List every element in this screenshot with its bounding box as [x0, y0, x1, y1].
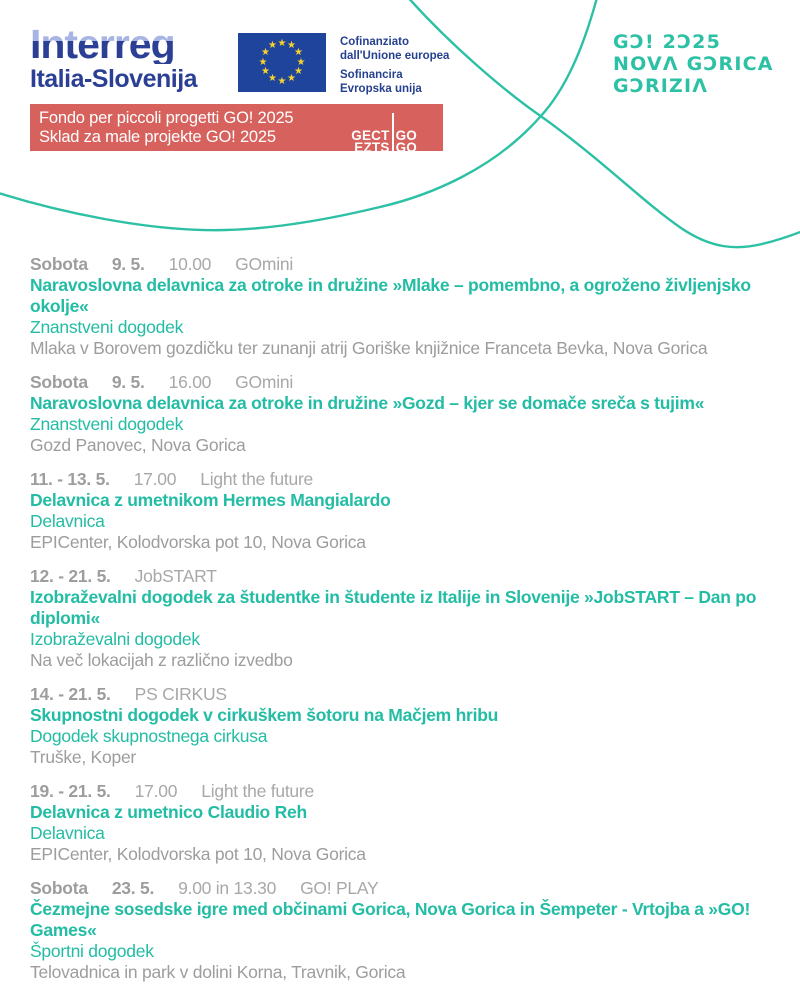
event-item [30, 469, 778, 553]
go2025-logo [613, 31, 774, 97]
event-meta-item: GOmini [235, 254, 293, 274]
event-location: EPICenter, Kolodvorska pot 10, Nova Gorica [30, 532, 366, 552]
go2025-line3: GƆRIZIɅ [613, 75, 709, 97]
event-meta-item: 9.00 in 13.30 [178, 878, 277, 898]
event-meta-item: 10.00 [168, 254, 212, 274]
event-item [30, 878, 778, 983]
events-list [30, 254, 778, 996]
eu-star-icon: ★ [268, 40, 277, 52]
event-date: 9. 5. [111, 254, 145, 274]
eu-star-icon: ★ [261, 66, 271, 77]
event-item [30, 254, 778, 359]
event-meta-item: 16.00 [168, 372, 212, 392]
event-date: 23. 5. [111, 878, 155, 898]
event-location: Truške, Koper [30, 747, 137, 767]
gect-label: GECT [351, 127, 390, 143]
event-meta-item: GOmini [235, 372, 293, 392]
event-meta-item: GO! PLAY [300, 878, 379, 898]
event-meta [30, 469, 778, 490]
eu-cofunded-sl-line2: Evropska unija [340, 82, 422, 95]
event-item [30, 372, 778, 456]
event-item [30, 684, 778, 768]
event-item [30, 781, 778, 865]
event-date: Sobota [30, 878, 88, 898]
event-date: 11. - 13. 5. [30, 469, 110, 489]
event-meta [30, 878, 778, 899]
event-location: EPICenter, Kolodvorska pot 10, Nova Gorica [30, 844, 366, 864]
eu-cofunding-text [340, 36, 449, 96]
event-category: Delavnica [30, 823, 105, 843]
event-date: 12. - 21. 5. [30, 566, 111, 586]
event-title: Delavnica z umetnico Claudio Reh [30, 802, 307, 822]
eu-star-icon: ★ [277, 75, 287, 87]
eu-star-icon: ★ [261, 47, 271, 58]
event-date: Sobota [30, 254, 88, 274]
fund-line-italian: Fondo per piccoli progetti GO! 2025 [39, 109, 294, 127]
eu-star-icon: ★ [287, 72, 296, 84]
fund-banner [30, 104, 443, 155]
eu-star-icon: ★ [268, 72, 277, 84]
interreg-program-name: Italia-Slovenija [30, 65, 198, 93]
gect-left-column [351, 127, 390, 155]
event-date: 9. 5. [111, 372, 145, 392]
event-meta [30, 372, 778, 393]
eu-cofunded-sl-line1: Sofinancira [340, 69, 403, 81]
eu-star-icon: ★ [287, 40, 296, 52]
event-title: Skupnostni dogodek v cirkuškem šotoru na Mačjem hribu [30, 705, 499, 725]
gect-divider [392, 113, 394, 170]
eu-cofunded-it-line2: dall'Unione europea [340, 49, 450, 62]
event-title: Čezmejne sosedske igre med občinami Gorica, Nova Gorica in Šempeter - Vrtojba a »GO! Games« [30, 899, 751, 940]
event-location: Telovadnica in park v dolini Korna, Travnik, Gorica [30, 962, 406, 982]
event-date: 19. - 21. 5. [30, 781, 111, 801]
go-label-bottom: GO [395, 139, 417, 155]
event-meta [30, 684, 778, 705]
event-category: Znanstveni dogodek [30, 414, 184, 434]
eu-star-icon: ★ [258, 56, 268, 68]
eu-star-icon: ★ [293, 47, 303, 58]
eu-star-icon: ★ [277, 37, 287, 49]
event-meta-item: 17.00 [133, 469, 177, 489]
event-category: Dogodek skupnostnega cirkusa [30, 726, 268, 746]
fund-banner-text [39, 109, 293, 147]
event-meta [30, 781, 778, 802]
event-location: Na več lokacijah z različno izvedbo [30, 650, 293, 670]
event-item [30, 566, 778, 671]
eu-star-icon: ★ [293, 66, 303, 77]
go2025-line2: NOVɅ GƆRICA [613, 53, 774, 75]
event-title: Naravoslovna delavnica za otroke in družine »Mlake – pomembno, a ogroženo življenjsko okolje« [30, 275, 751, 316]
eu-star-icon: ★ [296, 56, 306, 68]
gect-ezts-go-logo [351, 113, 417, 170]
event-title: Delavnica z umetnikom Hermes Mangialardo [30, 490, 391, 510]
event-category: Znanstveni dogodek [30, 317, 184, 337]
go-label-top: GO [395, 127, 417, 143]
event-meta-item: PS CIRKUS [134, 684, 227, 704]
eu-cofunded-it-line1: Cofinanziato [340, 36, 409, 48]
event-title: Naravoslovna delavnica za otroke in družine »Gozd – kjer se domače sreča s tujim« [30, 393, 705, 413]
event-title: Izobraževalni dogodek za študentke in študente iz Italije in Slovenije »JobSTART – Dan po diplomi« [30, 587, 757, 628]
event-meta-item: Light the future [201, 781, 314, 801]
ezts-label: EZTS [354, 139, 390, 155]
event-date: Sobota [30, 372, 88, 392]
fund-line-slovene: Sklad za male projekte GO! 2025 [39, 128, 276, 146]
event-date: 14. - 21. 5. [30, 684, 111, 704]
event-category: Izobraževalni dogodek [30, 629, 200, 649]
event-category: Delavnica [30, 511, 105, 531]
event-meta-item: 17.00 [134, 781, 178, 801]
event-meta [30, 254, 778, 275]
eu-flag-icon [238, 33, 326, 92]
interreg-logo [30, 21, 198, 94]
event-category: Športni dogodek [30, 941, 154, 961]
event-meta [30, 566, 778, 587]
go2025-line1: GƆ! 2Ɔ25 [613, 31, 722, 53]
event-location: Gozd Panovec, Nova Gorica [30, 435, 246, 455]
interreg-wordmark: Interreg [30, 24, 197, 64]
event-meta-item: Light the future [200, 469, 313, 489]
gect-right-column [395, 127, 417, 155]
event-location: Mlaka v Borovem gozdičku ter zunanji atrij Goriške knjižnice Franceta Bevka, Nova Gorica [30, 338, 708, 358]
event-meta-item: JobSTART [134, 566, 217, 586]
